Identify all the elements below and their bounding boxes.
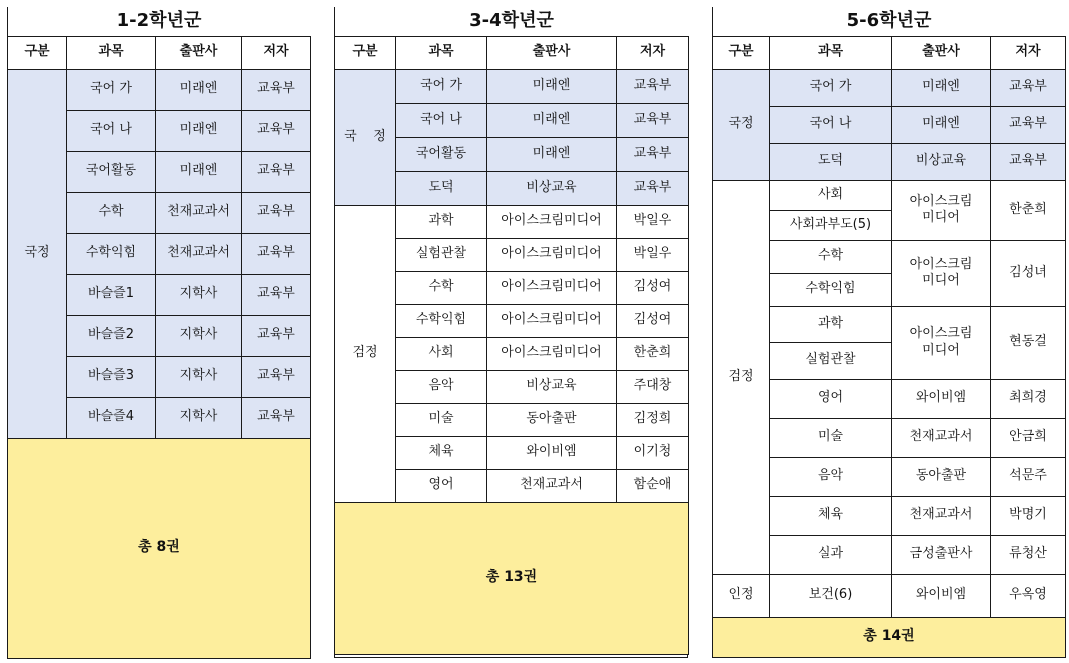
header-publisher: 출판사: [156, 36, 242, 69]
cell-subject: 바슬즐4: [67, 397, 156, 438]
cell-publisher: 미래엔: [156, 151, 242, 192]
cell-subject: 체육: [770, 496, 892, 535]
total-count-56: 총 14권: [713, 617, 1066, 657]
cell-subject: 바슬즐1: [67, 274, 156, 315]
header-subject: 과목: [67, 36, 156, 69]
cell-publisher: 동아출판: [892, 457, 991, 496]
category-approved: 검정: [713, 180, 770, 574]
cell-publisher: 금성출판사: [892, 535, 991, 574]
cell-publisher: 지학사: [156, 356, 242, 397]
cell-subject: 도덕: [770, 143, 892, 180]
header-subject: 과목: [770, 36, 892, 69]
cell-subject: 국어 나: [770, 106, 892, 143]
cell-author: 김성녀: [991, 240, 1066, 306]
cell-subject: 과학: [770, 306, 892, 342]
cell-author: 주대창: [617, 370, 689, 403]
header-author: 저자: [617, 36, 689, 69]
cell-author: 교육부: [242, 397, 311, 438]
cell-publisher: 미래엔: [892, 106, 991, 143]
cell-publisher: 지학사: [156, 397, 242, 438]
cell-subject: 미술: [396, 403, 487, 436]
header-category: 구분: [8, 36, 67, 69]
cell-author: 교육부: [617, 171, 689, 205]
cell-subject: 국어활동: [396, 137, 487, 171]
cell-publisher: 아이스크림미디어: [487, 205, 617, 238]
cell-subject: 바슬즐3: [67, 356, 156, 397]
header-author: 저자: [242, 36, 311, 69]
table-grade-12: [7, 7, 311, 659]
cell-author: 김정희: [617, 403, 689, 436]
header-publisher: 출판사: [487, 36, 617, 69]
cell-author: 최희경: [991, 379, 1066, 418]
cell-author: 김성여: [617, 271, 689, 304]
cell-author: 김성여: [617, 304, 689, 337]
total-count-34: 총 13권: [335, 502, 689, 654]
cell-subject: 국어 가: [396, 69, 487, 103]
cell-subject: 국어활동: [67, 151, 156, 192]
cell-author: 이기청: [617, 436, 689, 469]
cell-author: 한춘희: [617, 337, 689, 370]
cell-author: 교육부: [242, 315, 311, 356]
cell-subject: 영어: [770, 379, 892, 418]
cell-subject: 미술: [770, 418, 892, 457]
cell-subject: 실과: [770, 535, 892, 574]
cell-subject: 사회: [770, 180, 892, 210]
cell-publisher: 아이스크림미디어: [487, 304, 617, 337]
cell-author: 안금희: [991, 418, 1066, 457]
cell-publisher: 미래엔: [892, 69, 991, 106]
cell-author: 함순애: [617, 469, 689, 502]
cell-author: 교육부: [242, 274, 311, 315]
cell-author: 교육부: [242, 356, 311, 397]
total-count-12: 총 8권: [8, 438, 311, 658]
cell-subject: 사회과부도(5): [770, 210, 892, 240]
cell-author: 교육부: [242, 69, 311, 110]
cell-author: 교육부: [617, 103, 689, 137]
header-author: 저자: [991, 36, 1066, 69]
cell-author: 교육부: [242, 151, 311, 192]
cell-publisher: 미래엔: [487, 103, 617, 137]
cell-author: 박명기: [991, 496, 1066, 535]
panel-title-56: 5-6학년군: [713, 7, 1066, 36]
cell-author: 교육부: [991, 69, 1066, 106]
cell-subject: 사회: [396, 337, 487, 370]
cell-publisher: 아이스크림미디어: [487, 238, 617, 271]
panel-title-34: 3-4학년군: [335, 7, 689, 36]
cell-publisher: 천재교과서: [156, 233, 242, 274]
cell-subject: 도덕: [396, 171, 487, 205]
cell-publisher: 와이비엠: [892, 379, 991, 418]
cell-subject: 수학익힘: [770, 273, 892, 306]
cell-publisher: 미래엔: [487, 69, 617, 103]
header-subject: 과목: [396, 36, 487, 69]
cell-subject: 실험관찰: [396, 238, 487, 271]
cell-publisher: 아이스크림 미디어: [892, 180, 991, 240]
cell-publisher: 천재교과서: [487, 469, 617, 502]
table-grade-56: [712, 7, 1066, 658]
cell-author: 현동걸: [991, 306, 1066, 379]
cell-publisher: 천재교과서: [892, 418, 991, 457]
cell-subject: 국어 나: [396, 103, 487, 137]
cell-subject: 과학: [396, 205, 487, 238]
cell-publisher: 천재교과서: [892, 496, 991, 535]
cell-author: 한춘희: [991, 180, 1066, 240]
cell-author: 교육부: [242, 110, 311, 151]
cell-publisher: 미래엔: [156, 69, 242, 110]
cell-publisher: 지학사: [156, 315, 242, 356]
header-category: 구분: [713, 36, 770, 69]
category-national: 국정: [8, 69, 67, 438]
cell-author: 석문주: [991, 457, 1066, 496]
cell-publisher: 아이스크림미디어: [487, 271, 617, 304]
cell-publisher: 와이비엠: [892, 574, 991, 617]
cell-subject: 수학: [396, 271, 487, 304]
cell-author: 교육부: [242, 233, 311, 274]
cell-author: 교육부: [242, 192, 311, 233]
cell-publisher: 비상교육: [892, 143, 991, 180]
cell-subject: 국어 가: [67, 69, 156, 110]
cell-publisher: 아이스크림 미디어: [892, 306, 991, 379]
cell-publisher: 동아출판: [487, 403, 617, 436]
cell-subject: 국어 나: [67, 110, 156, 151]
header-publisher: 출판사: [892, 36, 991, 69]
category-national: 국정: [713, 69, 770, 180]
category-national: 국 정: [335, 69, 396, 205]
cell-subject: 실험관찰: [770, 342, 892, 379]
cell-subject: 체육: [396, 436, 487, 469]
cell-author: 교육부: [617, 69, 689, 103]
cell-publisher: 아이스크림 미디어: [892, 240, 991, 306]
cell-author: 류청산: [991, 535, 1066, 574]
cell-publisher: 천재교과서: [156, 192, 242, 233]
cell-author: 교육부: [991, 106, 1066, 143]
cell-publisher: 와이비엠: [487, 436, 617, 469]
category-approved: 검정: [335, 205, 396, 502]
cell-subject: 수학익힘: [67, 233, 156, 274]
cell-publisher: 비상교육: [487, 370, 617, 403]
cell-subject: 수학: [67, 192, 156, 233]
cell-subject: 수학익힘: [396, 304, 487, 337]
cell-publisher: 아이스크림미디어: [487, 337, 617, 370]
cell-author: 교육부: [991, 143, 1066, 180]
table-grade-34: [334, 7, 689, 655]
cell-publisher: 비상교육: [487, 171, 617, 205]
category-certified: 인정: [713, 574, 770, 617]
cell-author: 우옥영: [991, 574, 1066, 617]
cell-subject: 바슬즐2: [67, 315, 156, 356]
cell-author: 교육부: [617, 137, 689, 171]
cell-subject: 보건(6): [770, 574, 892, 617]
cell-publisher: 미래엔: [156, 110, 242, 151]
cell-publisher: 지학사: [156, 274, 242, 315]
cell-subject: 음악: [396, 370, 487, 403]
cell-subject: 영어: [396, 469, 487, 502]
cell-subject: 수학: [770, 240, 892, 273]
header-category: 구분: [335, 36, 396, 69]
cell-subject: 국어 가: [770, 69, 892, 106]
panel-title-12: 1-2학년군: [8, 7, 311, 36]
cell-publisher: 미래엔: [487, 137, 617, 171]
cell-author: 박일우: [617, 238, 689, 271]
cell-author: 박일우: [617, 205, 689, 238]
cell-subject: 음악: [770, 457, 892, 496]
